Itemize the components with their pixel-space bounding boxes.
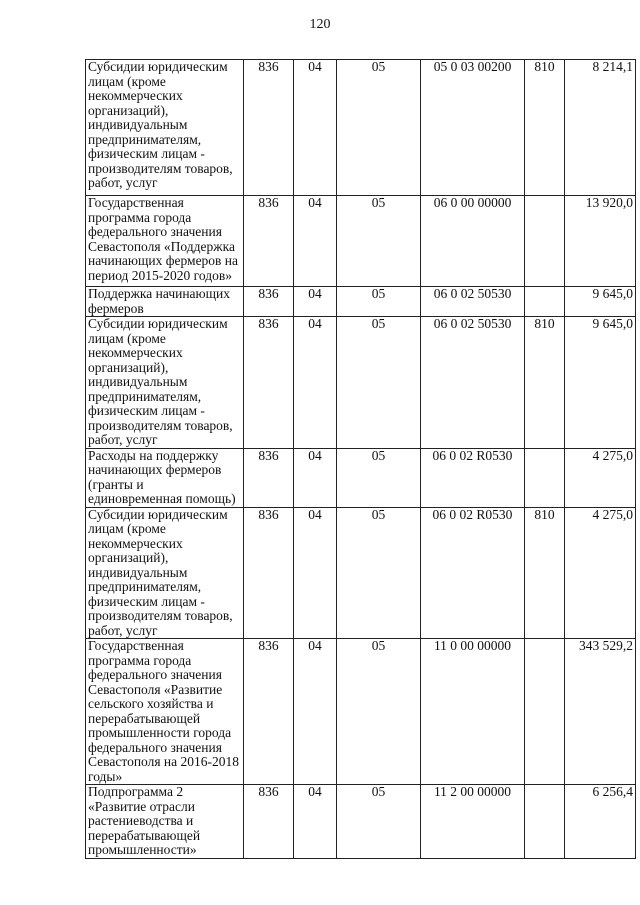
amount: 13 920,0 — [565, 196, 636, 287]
target-article-code: 06 0 02 R0530 — [421, 448, 525, 507]
section-code: 04 — [294, 448, 337, 507]
department-code: 836 — [244, 317, 294, 449]
department-code: 836 — [244, 60, 294, 196]
section-code: 04 — [294, 196, 337, 287]
expense-name: Расходы на поддержку начинающих фермеров (гранты и единовременная помощь) — [86, 448, 244, 507]
target-article-code: 06 0 02 R0530 — [421, 507, 525, 639]
target-article-code: 06 0 00 00000 — [421, 196, 525, 287]
expense-name: Субсидии юридическим лицам (кроме некоммерческих организаций), индивидуальным предпринимателям, физическим лицам - производителям товаров, работ, услуг — [86, 317, 244, 449]
expense-type-code — [525, 639, 565, 785]
target-article-code: 11 2 00 00000 — [421, 785, 525, 859]
table-row — [86, 448, 636, 507]
department-code: 836 — [244, 507, 294, 639]
department-code: 836 — [244, 287, 294, 317]
expense-name: Государственная программа города федерального значения Севастополя «Поддержка начинающих фермеров на период 2015-2020 годов» — [86, 196, 244, 287]
expense-type-code — [525, 448, 565, 507]
department-code: 836 — [244, 639, 294, 785]
subsection-code: 05 — [337, 60, 421, 196]
budget-table — [85, 59, 636, 859]
section-code: 04 — [294, 287, 337, 317]
section-code: 04 — [294, 785, 337, 859]
section-code: 04 — [294, 507, 337, 639]
section-code: 04 — [294, 60, 337, 196]
expense-name: Государственная программа города федерального значения Севастополя «Развитие сельского хозяйства и перерабатывающей промышленности города федерального значения Севастополя на 2016-2018 годы» — [86, 639, 244, 785]
expense-type-code — [525, 785, 565, 859]
expense-type-code — [525, 287, 565, 317]
expense-type-code: 810 — [525, 317, 565, 449]
expense-name: Поддержка начинающих фермеров — [86, 287, 244, 317]
subsection-code: 05 — [337, 448, 421, 507]
expense-type-code: 810 — [525, 60, 565, 196]
amount: 6 256,4 — [565, 785, 636, 859]
subsection-code: 05 — [337, 785, 421, 859]
subsection-code: 05 — [337, 196, 421, 287]
department-code: 836 — [244, 196, 294, 287]
page-number: 120 — [309, 17, 331, 32]
expense-name: Субсидии юридическим лицам (кроме некоммерческих организаций), индивидуальным предпринимателям, физическим лицам - производителям товаров, работ, услуг — [86, 507, 244, 639]
amount: 4 275,0 — [565, 448, 636, 507]
subsection-code: 05 — [337, 287, 421, 317]
table-row — [86, 60, 636, 196]
target-article-code: 06 0 02 50530 — [421, 287, 525, 317]
expense-type-code: 810 — [525, 507, 565, 639]
expense-name: Подпрограмма 2 «Развитие отрасли растениеводства и перерабатывающей промышленности» — [86, 785, 244, 859]
section-code: 04 — [294, 639, 337, 785]
target-article-code: 05 0 03 00200 — [421, 60, 525, 196]
subsection-code: 05 — [337, 639, 421, 785]
subsection-code: 05 — [337, 317, 421, 449]
department-code: 836 — [244, 448, 294, 507]
table-row — [86, 639, 636, 785]
table-row — [86, 317, 636, 449]
section-code: 04 — [294, 317, 337, 449]
table-row — [86, 785, 636, 859]
expense-type-code — [525, 196, 565, 287]
table-row — [86, 196, 636, 287]
amount: 4 275,0 — [565, 507, 636, 639]
target-article-code: 11 0 00 00000 — [421, 639, 525, 785]
amount: 9 645,0 — [565, 317, 636, 449]
amount: 8 214,1 — [565, 60, 636, 196]
amount: 9 645,0 — [565, 287, 636, 317]
expense-name: Субсидии юридическим лицам (кроме некоммерческих организаций), индивидуальным предпринимателям, физическим лицам - производителям товаров, работ, услуг — [86, 60, 244, 196]
department-code: 836 — [244, 785, 294, 859]
table-row — [86, 287, 636, 317]
target-article-code: 06 0 02 50530 — [421, 317, 525, 449]
subsection-code: 05 — [337, 507, 421, 639]
table-row — [86, 507, 636, 639]
amount: 343 529,2 — [565, 639, 636, 785]
